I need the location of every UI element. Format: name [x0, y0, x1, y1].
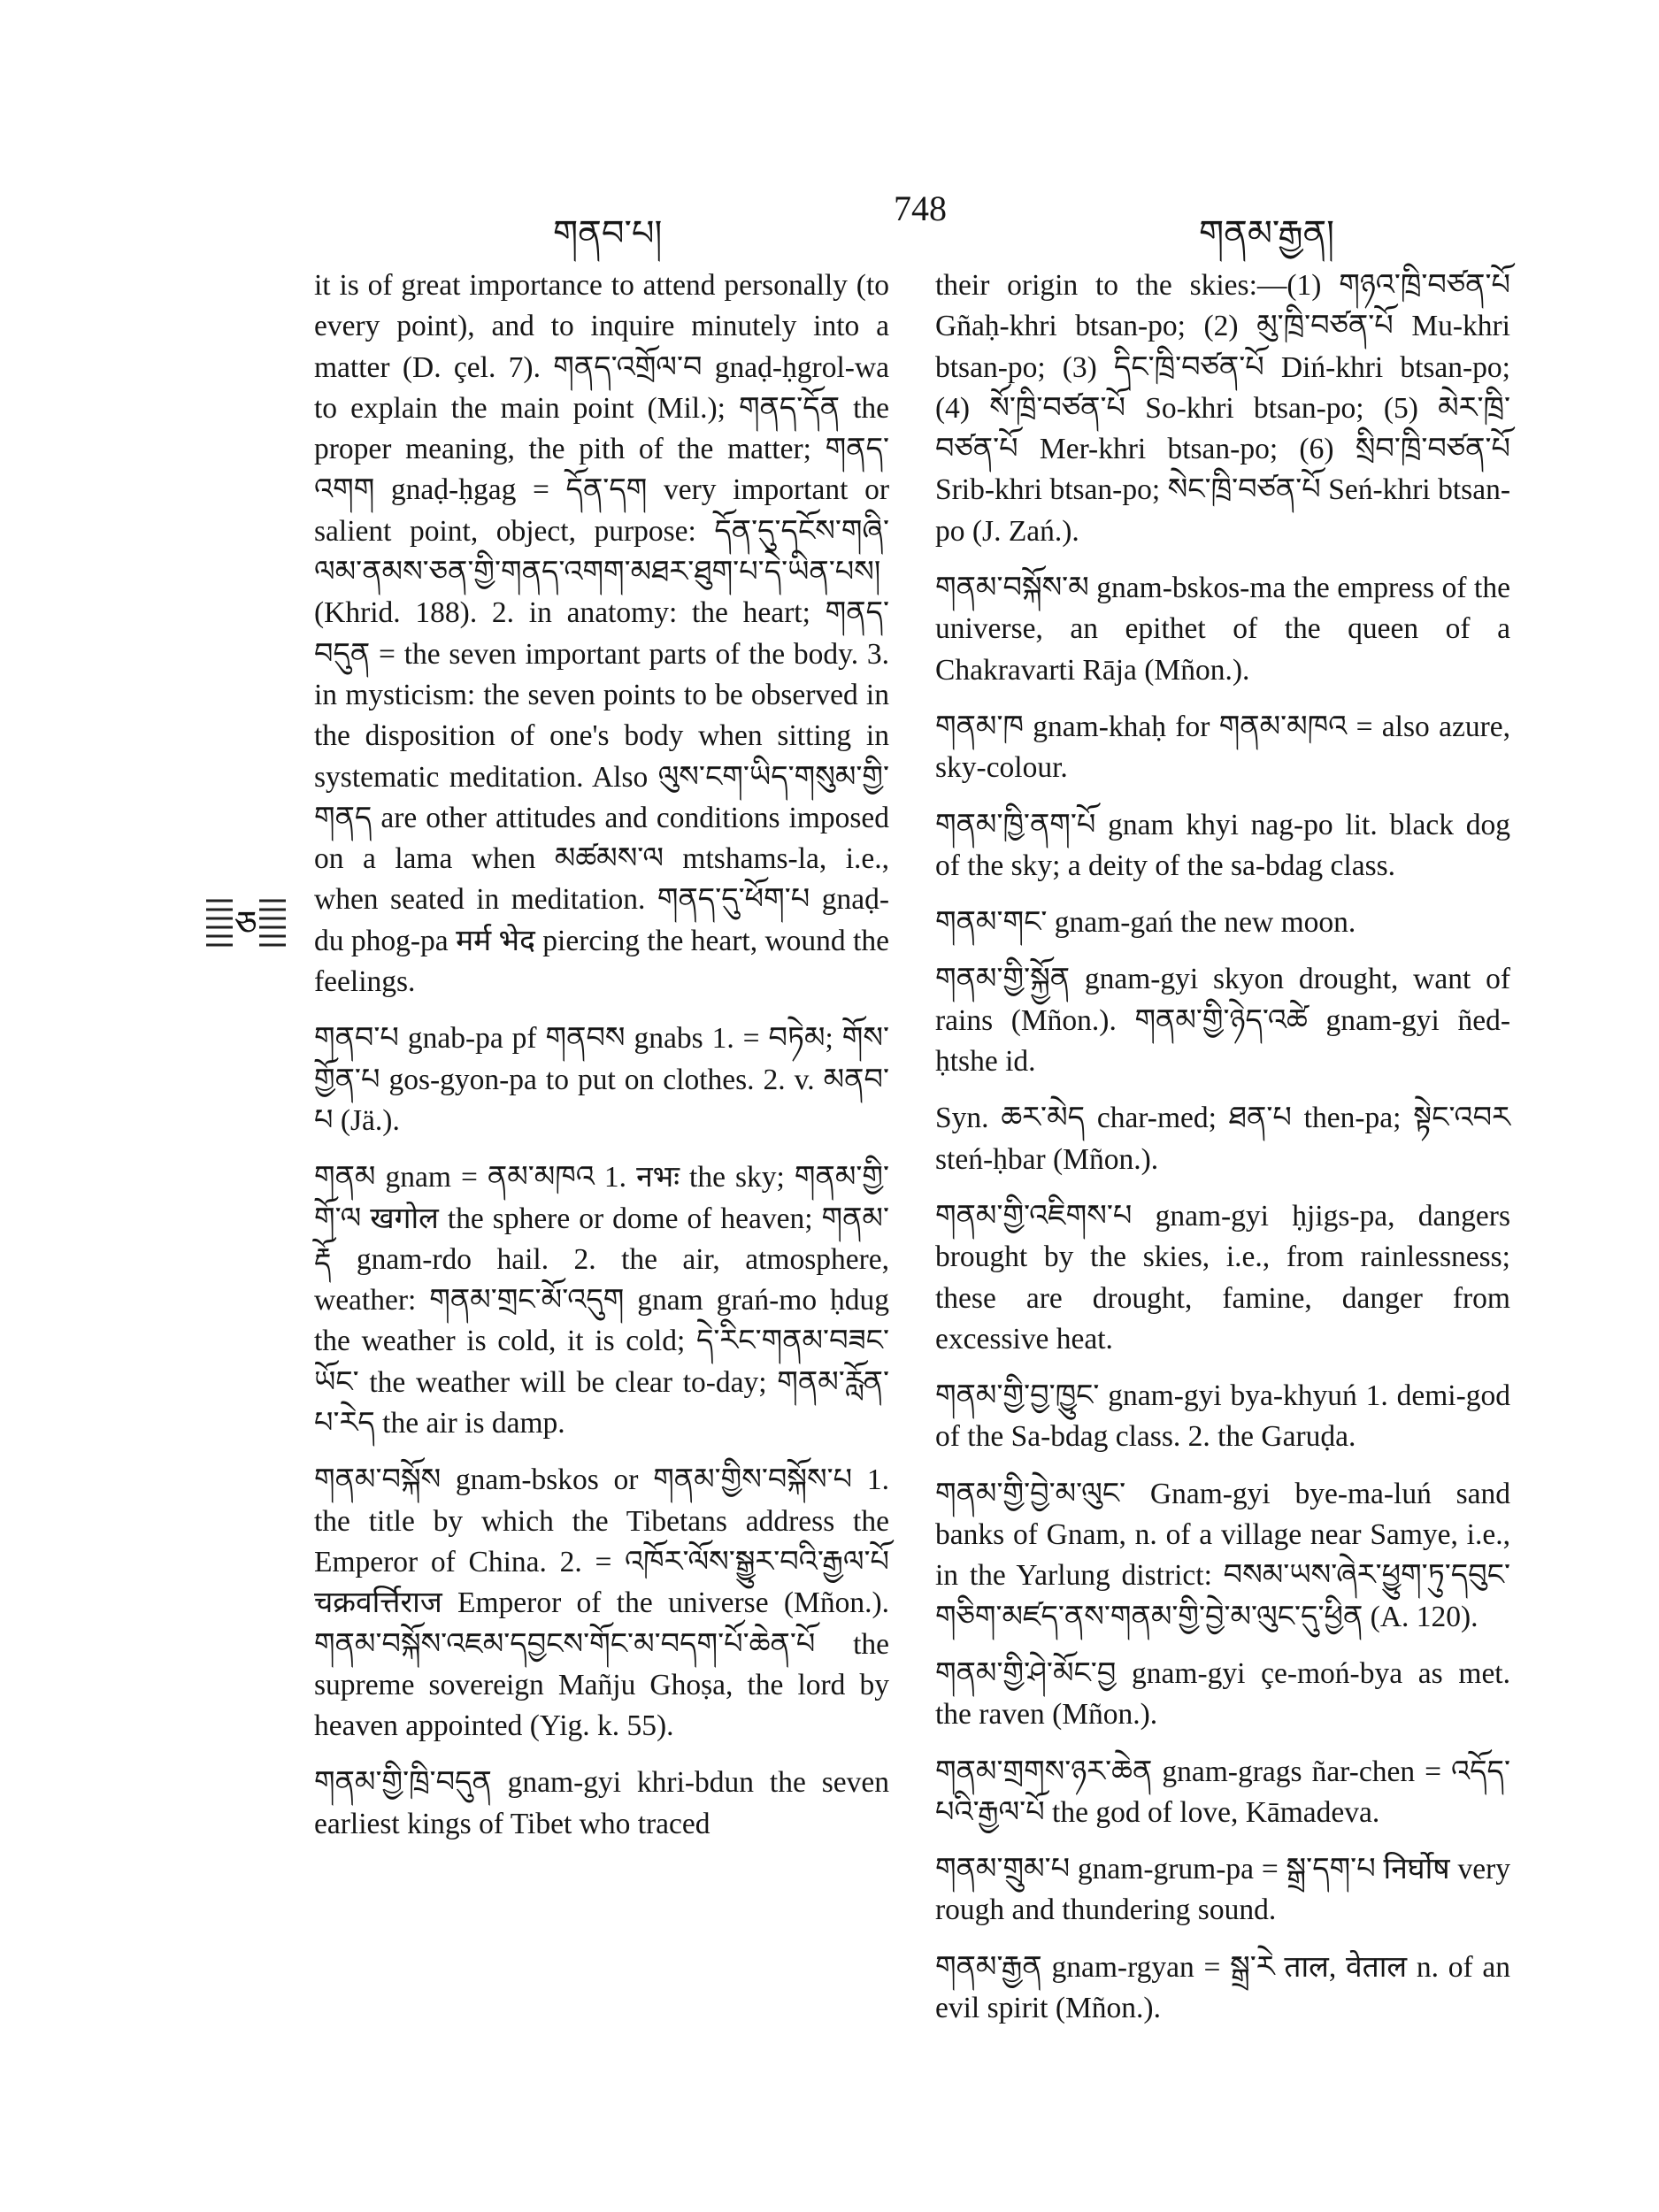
entry-gnam-gyi-khri-bdun: གནམ་གྱི་ཁྲི་བདུན gnam-gyi khri-bdun the seven earliest kings of Tibet who traced	[314, 1766, 889, 1840]
entry-gnad-continued: it is of great importance to attend personally (to every point), and to inquire minutely into a matter (D. çel. 7). གནད་འགྲོལ་བ gnaḍ-ḥgrol-wa to explain the main point (Mil.); གནད་དོན the proper meaning, the pith of the matter; གནད་འགག gnaḍ-ḥgag = དོན་དག very important or salient point, object, purpose: དོན་དུ་དངོས་གཞི་ལམ་ནམས་ཅན་གྱི་གནད་འགག་མཐར་ཐུག་པ་དེ་ཡིན་པས། (Khrid. 188). 2. in anatomy: the heart; གནད་བདུན = the seven important parts of the body. 3. in mysticism: the seven points to be observed in the disposition of one's body when sitting in systematic meditation. Also ལུས་ངག་ཡིད་གསུམ་གྱི་གནད are other attitudes and conditions imposed on a lama when མཚམས་ལ mtshams-la, i.e., when seated in meditation. གནད་དུ་ཕོག་པ gnaḍ-du phog-pa मर्म भेद piercing the heart, wound the feelings.	[314, 269, 889, 999]
entry-gnam-grum-pa: གནམ་གྲུམ་པ gnam-grum-pa = སྒྲ་དག་པ निर्घोष very rough and thundering sound.	[935, 1853, 1510, 1927]
entry-khri-bdun-continued: their origin to the skies:—(1) གཉའ་ཁྲི་བཙན་པོ Gñaḥ-khri btsan-po; (2) མུ་ཁྲི་བཙན་པོ Mu-khri btsan-po; (3) དིང་ཁྲི་བཙན་པོ Diń-khri btsan-po; (4) སོ་ཁྲི་བཙན་པོ So-khri btsan-po; (5) མེར་ཁྲི་བཙན་པོ Mer-khri btsan-po; (6) སྲིབ་ཁྲི་བཙན་པོ Srib-khri btsan-po; སེང་ཁྲི་བཙན་པོ Seń-khri btsan-po (J. Zań.).	[935, 269, 1510, 548]
margin-ornament-icon	[206, 895, 286, 952]
entry-gnam-gan: གནམ་གང་ gnam-gań the new moon.	[935, 906, 1356, 940]
entry-gnam-gyi-skyon: གནམ་གྱི་སྐྱོན gnam-gyi skyon drought, want of rains (Mñon.). གནམ་གྱི་ཉེད་འཚེ gnam-gyi ñed-ḥtshe id.	[935, 963, 1510, 1079]
page-number: 748	[894, 188, 947, 228]
entry-gnam-grags-nar-chen: གནམ་གྲགས་ཉར་ཆེན gnam-grags ñar-chen = འདོད་པའི་རྒྱལ་པོ the god of love, Kāmadeva.	[935, 1755, 1510, 1829]
left-column	[314, 265, 889, 1861]
header-right-headword: གནམ་རྒྱན།	[1199, 213, 1335, 253]
entry-gnam: གནམ gnam = ནམ་མཁའ 1. नभः the sky; གནམ་གྱི་གོ་ལ खगोल the sphere or dome of heaven; གནམ་རྡོ gnam-rdo hail. 2. the air, atmosphere, weather: གནམ་གྲང་མོ་འདུག gnam grań-mo ḥdug the weather is cold, it is cold; དེ་རིང་གནམ་བཟང་ཡོང་ the weather will be clear to-day; གནམ་རློན་པ་རེད the air is damp.	[314, 1161, 889, 1440]
entry-gnam-bskos: གནམ་བསྐོས gnam-bskos or གནམ་གྱིས་བསྐོས་པ 1. the title by which the Tibetans address the Emperor of China. 2. = འཁོར་ལོས་སྒྱུར་བའི་རྒྱལ་པོ चक्रवर्त्तिराज Emperor of the universe (Mñon.). གནམ་བསྐོས་འཇམ་དབྱངས་གོང་མ་བདག་པོ་ཆེན་པོ the supreme sovereign Mañju Ghoṣa, the lord by heaven appointed (Yig. k. 55).	[314, 1463, 889, 1743]
entry-gnam-rgyan: གནམ་རྒྱན gnam-rgyan = སྒྲ་རེ ताल, वेताल n. of an evil spirit (Mñon.).	[935, 1950, 1510, 2024]
header-left-headword: གནབ་པ།	[553, 213, 663, 253]
entry-gnam-khah: གནམ་ཁ gnam-khaḥ for གནམ་མཁའ = also azure, sky-colour.	[935, 710, 1510, 785]
entry-gnab-pa: གནབ་པ gnab-pa pf གནབས gnabs 1. = བཏེམ; གོས་གྱོན་པ gos-gyon-pa to put on clothes. 2. v. མནབ་པ (Jä.).	[314, 1022, 889, 1137]
entry-syn: Syn. ཆར་མེད char-med; ཐན་པ then-pa; སྟེང་འབར steń-ḥbar (Mñon.).	[935, 1102, 1510, 1176]
entry-gnam-khyi-nag-po: གནམ་ཁྱི་ནག་པོ gnam khyi nag-po lit. black dog of the sky; a deity of the sa-bdag class.	[935, 808, 1510, 882]
page-header	[0, 188, 1659, 253]
entry-gnam-gyi-ce-mon-bya: གནམ་གྱི་ཤེ་མོང་བྱ gnam-gyi çe-mоń-bya as met. the raven (Mñon.).	[935, 1656, 1510, 1732]
svg-text:ཅ: ཅ	[234, 904, 257, 944]
entry-gnam-gyi-hjigs-pa: གནམ་གྱི་འཇིགས་པ gnam-gyi ḥjigs-pa, dangers brought by the skies, i.e., from rainlessness; these are drought, famine, danger from excessive heat.	[935, 1199, 1510, 1356]
entry-gnam-gyi-bya-khyun: གནམ་གྱི་བྱ་ཁྱུང་ gnam-gyi bya-khyuń 1. demi-god of the Sa-bdag class. 2. the Garuḍa.	[935, 1379, 1510, 1454]
entry-gnam-bskos-ma: གནམ་བསྐོས་མ gnam-bskos-ma the empress of the universe, an epithet of the queen of a Chakravarti Rāja (Mñon.).	[935, 572, 1510, 687]
right-column	[935, 265, 1510, 2045]
entry-gnam-gyi-bye-ma-lun: གནམ་གྱི་བྱེ་མ་ལུང་ Gnam-gyi bye-ma-luń sand banks of Gnam, n. of a village near Samye, i.e., in the Yarlung district: བསམ་ཡས་ཞེར་ཕྱུག་ཏུ་དབུང་གཅིག་མཛད་ནས་གནམ་གྱི་བྱེ་མ་ལུང་དུ་ཕྱིན (A. 120).	[935, 1477, 1510, 1633]
